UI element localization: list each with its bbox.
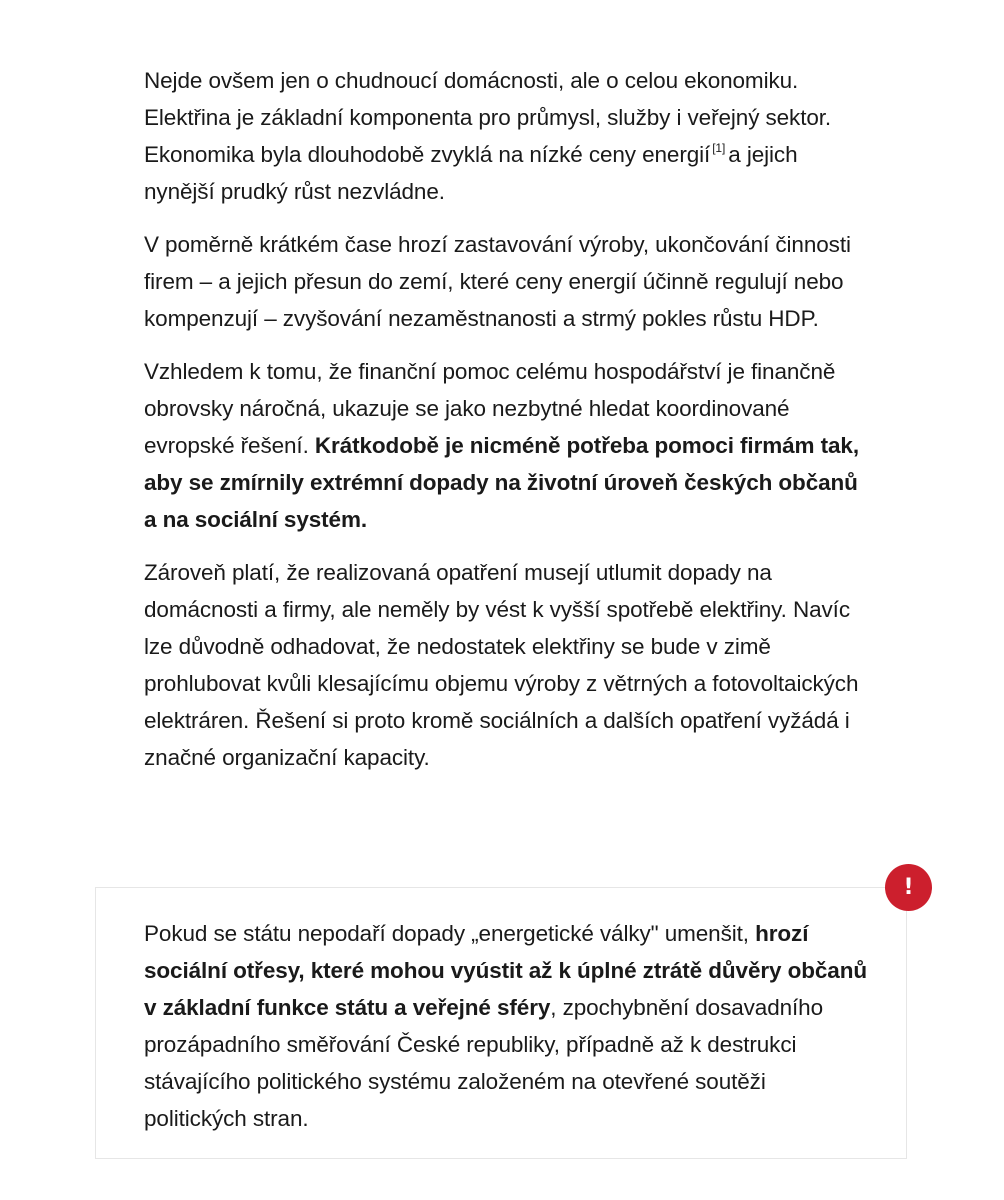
paragraph-text: Nejde ovšem jen o chudnoucí domácnosti, ale o celou ekonomiku. Elektřina je základní komponenta pro průmysl, služby i veřejný sektor. Ekonomika byla dlouhodobě zvyklá na nízké ceny energií: [144, 68, 832, 167]
callout-text: [144, 915, 874, 1137]
paragraph-economy: [144, 62, 874, 210]
paragraph-text: Vzhledem k tomu, že finanční pomoc celému hospodářství je finančně obrovsky náročná, ukazuje se jako nezbytné hledat koordinované evropské řešení.: [144, 359, 836, 458]
callout-bold-text: hrozí sociální otřesy, které mohou vyústit až k úplné ztrátě důvěry občanů v základní funkce státu a veřejné sféry: [144, 921, 867, 1020]
paragraph-text: a jejich nynější prudký růst nezvládne.: [144, 142, 798, 204]
callout-text-start: Pokud se státu nepodaří dopady „energetické války" umenšit,: [144, 921, 749, 946]
paragraph-european-solution: [144, 353, 874, 538]
warning-callout: [95, 887, 907, 1159]
paragraph-bold-text: Krátkodobě je nicméně potřeba pomoci firmám tak, aby se zmírnily extrémní dopady na životní úroveň českých občanů a na sociální systém.: [144, 433, 859, 532]
article-body: [144, 62, 874, 792]
paragraph-production: V poměrně krátkém čase hrozí zastavování výroby, ukončování činnosti firem – a jejich přesun do zemí, které ceny energií účinně regulují nebo kompenzují – zvyšování nezaměstnanosti a strmý pokles růstu HDP.: [144, 232, 851, 331]
footnote-link[interactable]: [1]: [712, 140, 726, 155]
paragraph-measures: Zároveň platí, že realizovaná opatření musejí utlumit dopady na domácnosti a firmy, ale neměly by vést k vyšší spotřebě elektřiny. Navíc lze důvodně odhadovat, že nedostatek elektřiny se bude v zimě prohlubovat kvůli klesajícímu objemu výroby z větrných a fotovoltaických elektráren. Řešení si proto kromě sociálních a dalších opatření vyžádá i značné organizační kapacity.: [144, 560, 859, 770]
callout-text-end: , zpochybnění dosavadního prozápadního směřování České republiky, případně až k destrukci stávajícího politického systému založeném na otevřené soutěži politických stran.: [144, 995, 824, 1131]
exclamation-icon: !: [885, 864, 932, 911]
